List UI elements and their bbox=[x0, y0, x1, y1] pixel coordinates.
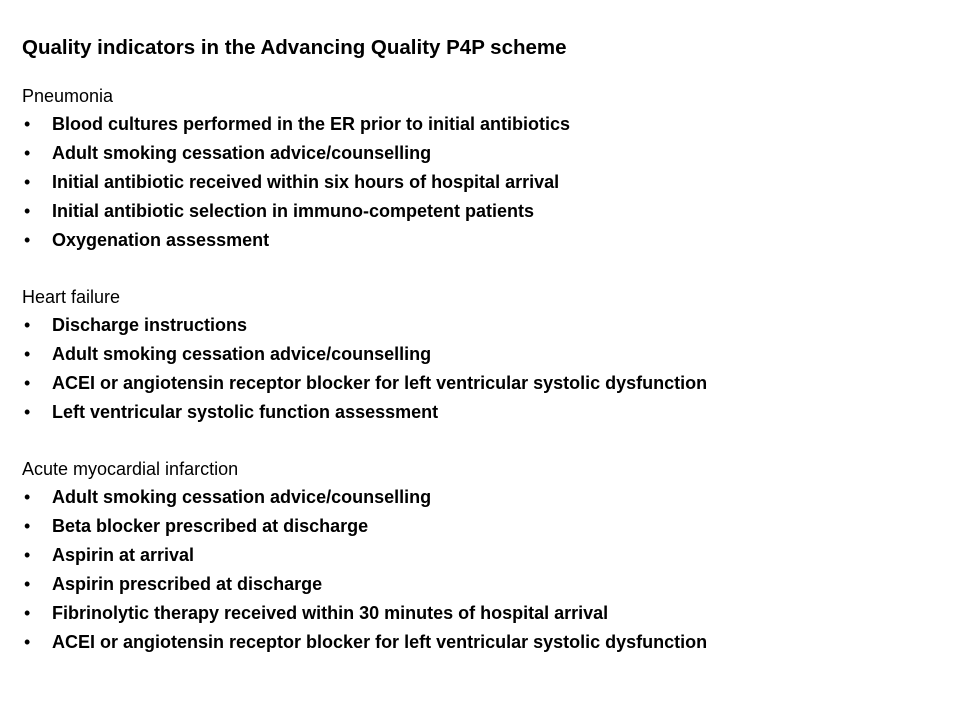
list-item bbox=[22, 398, 942, 427]
section-heading: Acute myocardial infarction bbox=[22, 459, 239, 479]
list-item bbox=[22, 541, 942, 570]
bullet-icon: • bbox=[24, 516, 31, 536]
list-item-text: Oxygenation assessment bbox=[52, 230, 270, 250]
list-item bbox=[22, 139, 942, 168]
list-item-text: Beta blocker prescribed at discharge bbox=[52, 516, 369, 536]
bullet-icon: • bbox=[24, 114, 31, 134]
section-heart-failure bbox=[22, 283, 942, 427]
list-item bbox=[22, 311, 942, 340]
indicator-list bbox=[22, 110, 942, 255]
bullet-icon: • bbox=[24, 603, 31, 623]
list-item-text: Initial antibiotic selection in immuno-competent patients bbox=[52, 201, 535, 221]
slide-content bbox=[22, 34, 942, 657]
indicator-list bbox=[22, 483, 942, 657]
list-item-text: Blood cultures performed in the ER prior to initial antibiotics bbox=[52, 114, 571, 134]
bullet-icon: • bbox=[24, 172, 31, 192]
list-item-text: Adult smoking cessation advice/counselling bbox=[52, 344, 432, 364]
page-title: Quality indicators in the Advancing Quality P4P scheme bbox=[22, 36, 567, 59]
section-heading: Pneumonia bbox=[22, 86, 114, 106]
list-item bbox=[22, 168, 942, 197]
list-item bbox=[22, 483, 942, 512]
bullet-icon: • bbox=[24, 574, 31, 594]
list-item-text: Fibrinolytic therapy received within 30 minutes of hospital arrival bbox=[52, 603, 609, 623]
list-item-text: ACEI or angiotensin receptor blocker for left ventricular systolic dysfunction bbox=[52, 632, 708, 652]
list-item-text: Adult smoking cessation advice/counselling bbox=[52, 143, 432, 163]
list-item bbox=[22, 570, 942, 599]
spacer bbox=[22, 255, 942, 283]
bullet-icon: • bbox=[24, 402, 31, 422]
bullet-icon: • bbox=[24, 143, 31, 163]
bullet-icon: • bbox=[24, 344, 31, 364]
bullet-icon: • bbox=[24, 315, 31, 335]
list-item-text: Adult smoking cessation advice/counselling bbox=[52, 487, 432, 507]
indicator-list bbox=[22, 311, 942, 427]
bullet-icon: • bbox=[24, 201, 31, 221]
list-item bbox=[22, 369, 942, 398]
list-item-text: Aspirin at arrival bbox=[52, 545, 195, 565]
section-pneumonia bbox=[22, 82, 942, 255]
spacer bbox=[22, 62, 942, 82]
list-item bbox=[22, 628, 942, 657]
list-item-text: Initial antibiotic received within six hours of hospital arrival bbox=[52, 172, 560, 192]
spacer bbox=[22, 427, 942, 455]
list-item-text: Aspirin prescribed at discharge bbox=[52, 574, 323, 594]
section-acute-myocardial-infarction bbox=[22, 455, 942, 657]
bullet-icon: • bbox=[24, 230, 31, 250]
bullet-icon: • bbox=[24, 373, 31, 393]
list-item bbox=[22, 197, 942, 226]
list-item bbox=[22, 110, 942, 139]
section-heading: Heart failure bbox=[22, 287, 121, 307]
list-item bbox=[22, 512, 942, 541]
bullet-icon: • bbox=[24, 632, 31, 652]
list-item bbox=[22, 226, 942, 255]
list-item bbox=[22, 340, 942, 369]
list-item-text: ACEI or angiotensin receptor blocker for left ventricular systolic dysfunction bbox=[52, 373, 708, 393]
list-item bbox=[22, 599, 942, 628]
bullet-icon: • bbox=[24, 487, 31, 507]
bullet-icon: • bbox=[24, 545, 31, 565]
list-item-text: Discharge instructions bbox=[52, 315, 248, 335]
list-item-text: Left ventricular systolic function assessment bbox=[52, 402, 439, 422]
